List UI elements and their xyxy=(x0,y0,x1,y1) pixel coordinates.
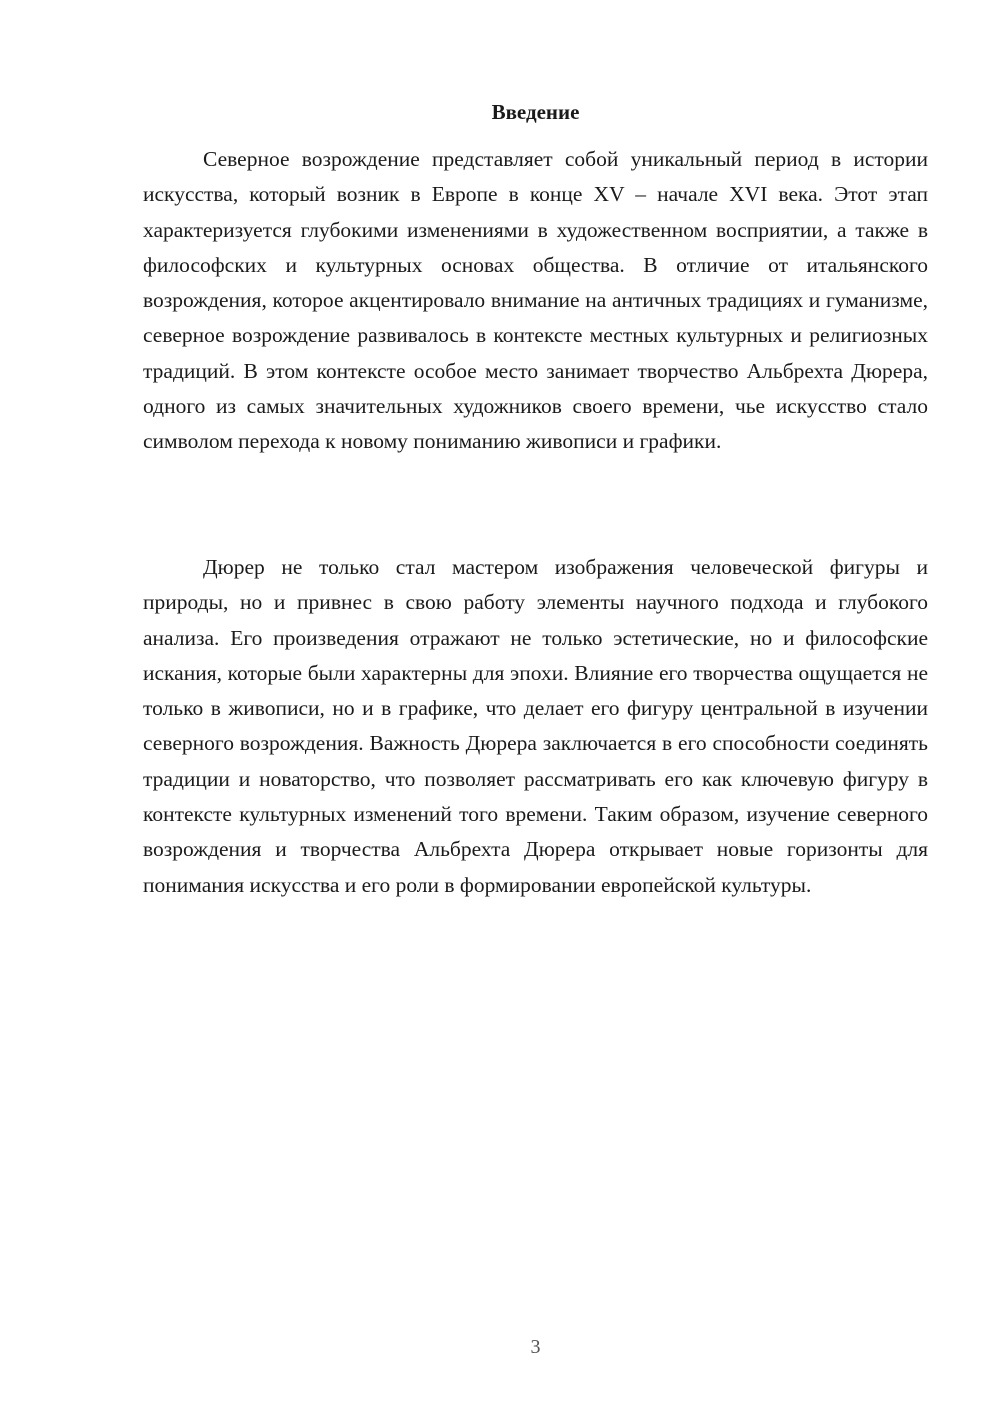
section-title: Введение xyxy=(491,100,580,124)
paragraph-durer: Дюрер не только стал мастером изображения человеческой фигуры и природы, но и привнес в свою работу элементы научного подхода и глубокого анализа. Его произведения отражают не только эстетические, но и философские искания, которые были характерны для эпохи. Влияние его творчества ощущается не только в живописи, но и в графике, что делает его фигуру центральной в изучении северного возрождения. Важность Дюрера заключается в его способности соединять традиции и новаторство, что позволяет рассматривать его как ключевую фигуру в контексте культурных изменений того времени. Таким образом, изучение северного возрождения и творчества Альбрехта Дюрера открывает новые горизонты для понимания искусства и его роли в формировании европейской культуры. xyxy=(143,555,928,897)
page-number: 3 xyxy=(530,1336,541,1358)
paragraph-intro: Северное возрождение представляет собой уникальный период в истории искусства, который возник в Европе в конце XV – начале XVI века. Этот этап характеризуется глубокими изменениями в художественном восприятии, а также в философских и культурных основах общества. В отличие от итальянского возрождения, которое акцентировало внимание на античных традициях и гуманизме, северное возрождение развивалось в контексте местных культурных и религиозных традиций. В этом контексте особое место занимает творчество Альбрехта Дюрера, одного из самых значительных художников своего времени, чье искусство стало символом перехода к новому пониманию живописи и графики. xyxy=(143,147,928,454)
